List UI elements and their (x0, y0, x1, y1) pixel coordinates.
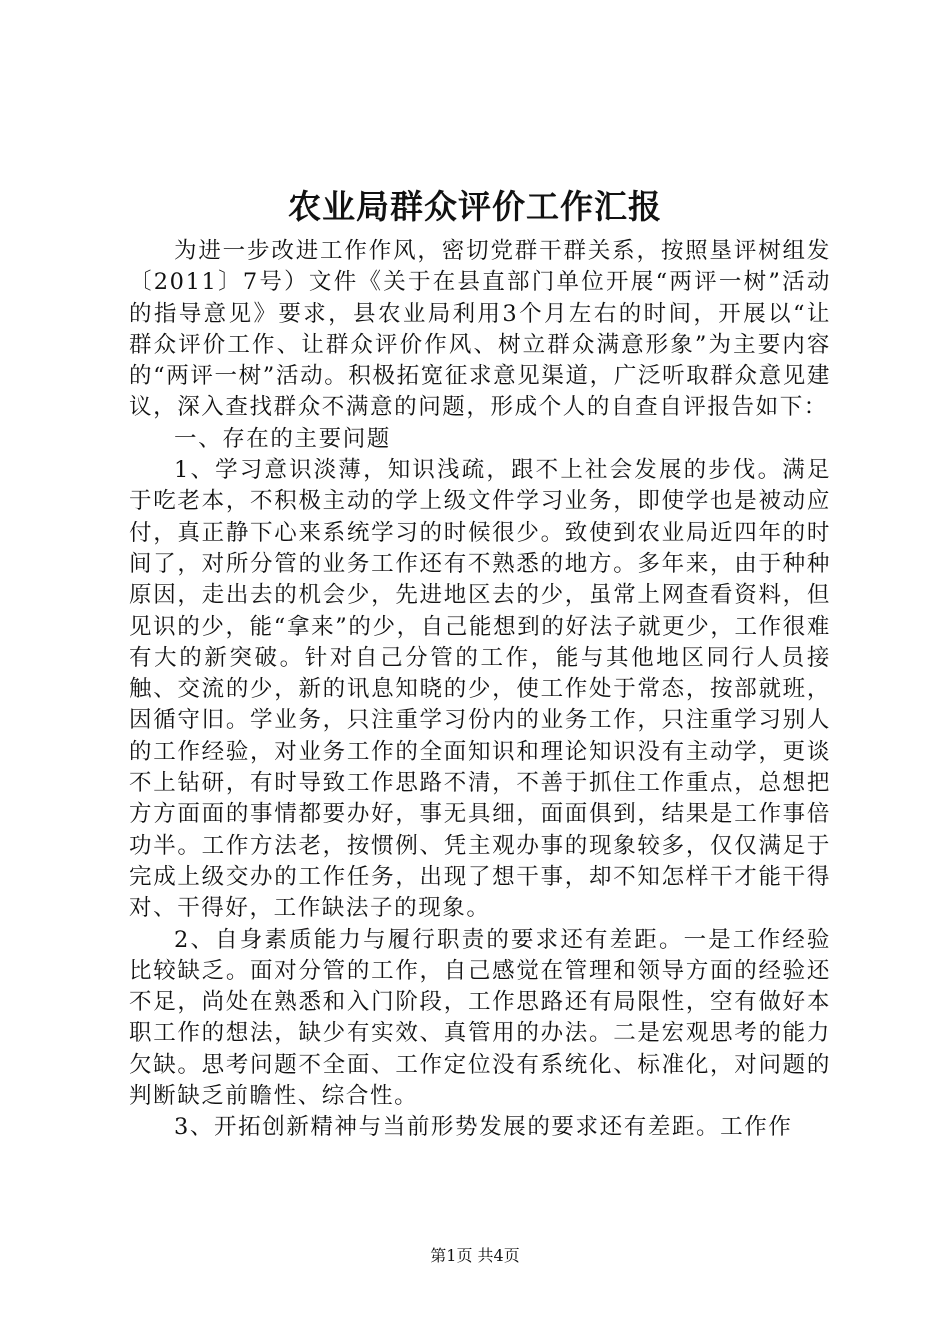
intro-paragraph: 为进一步改进工作作风，密切党群干群关系，按照垦评树组发〔2011〕7号）文件《关于在县直部门单位开展“两评一树”活动的指导意见》要求，县农业局利用3个月左右的时间，开展以“让群众评价工作、让群众评价作风、树立群众满意形象”为主要内容的“两评一树”活动。积极拓宽征求意见渠道，广泛听取群众意见建议，深入查找群众不满意的问题，形成个人的自查自评报告如下： (129, 238, 831, 421)
problem-paragraph-1: 1、学习意识淡薄，知识浅疏，跟不上社会发展的步伐。满足于吃老本，不积极主动的学上级文件学习业务，即使学也是被动应付，真正静下心来系统学习的时候很少。致使到农业局近四年的时间了，对所分管的业务工作还有不熟悉的地方。多年来，由于种种原因，走出去的机会少，先进地区去的少，虽常上网查看资料，但见识的少，能“拿来”的少，自己能想到的好法子就更少，工作很难有大的新突破。针对自己分管的工作，能与其他地区同行人员接触、交流的少，新的讯息知晓的少，使工作处于常态，按部就班，因循守旧。学业务，只注重学习份内的业务工作，只注重学习别人的工作经验，对业务工作的全面知识和理论知识没有主动学，更谈不上钻研，有时导致工作思路不清，不善于抓住工作重点，总想把方方面面的事情都要办好，事无具细，面面俱到，结果是工作事倍功半。工作方法老，按惯例、凭主观办事的现象较多，仅仅满足于完成上级交办的工作任务，出现了想干事，却不知怎样干才能干得对、干得好，工作缺法子的现象。 (129, 457, 831, 922)
page-footer: 第1页 共4页 (430, 1246, 520, 1265)
document-title: 农业局群众评价工作汇报 (288, 187, 662, 226)
document-body (129, 236, 831, 1144)
problem-paragraph-2: 2、自身素质能力与履行职责的要求还有差距。一是工作经验比较缺乏。面对分管的工作，自己感觉在管理和领导方面的经验还不足，尚处在熟悉和入门阶段，工作思路还有局限性，空有做好本职工作的想法，缺少有实效、真管用的办法。二是宏观思考的能力欠缺。思考问题不全面、工作定位没有系统化、标准化，对问题的判断缺乏前瞻性、综合性。 (129, 926, 831, 1110)
problem-paragraph-3: 3、开拓创新精神与当前形势发展的要求还有差距。工作作 (174, 1114, 793, 1141)
section-heading: 一、存在的主要问题 (174, 425, 391, 452)
